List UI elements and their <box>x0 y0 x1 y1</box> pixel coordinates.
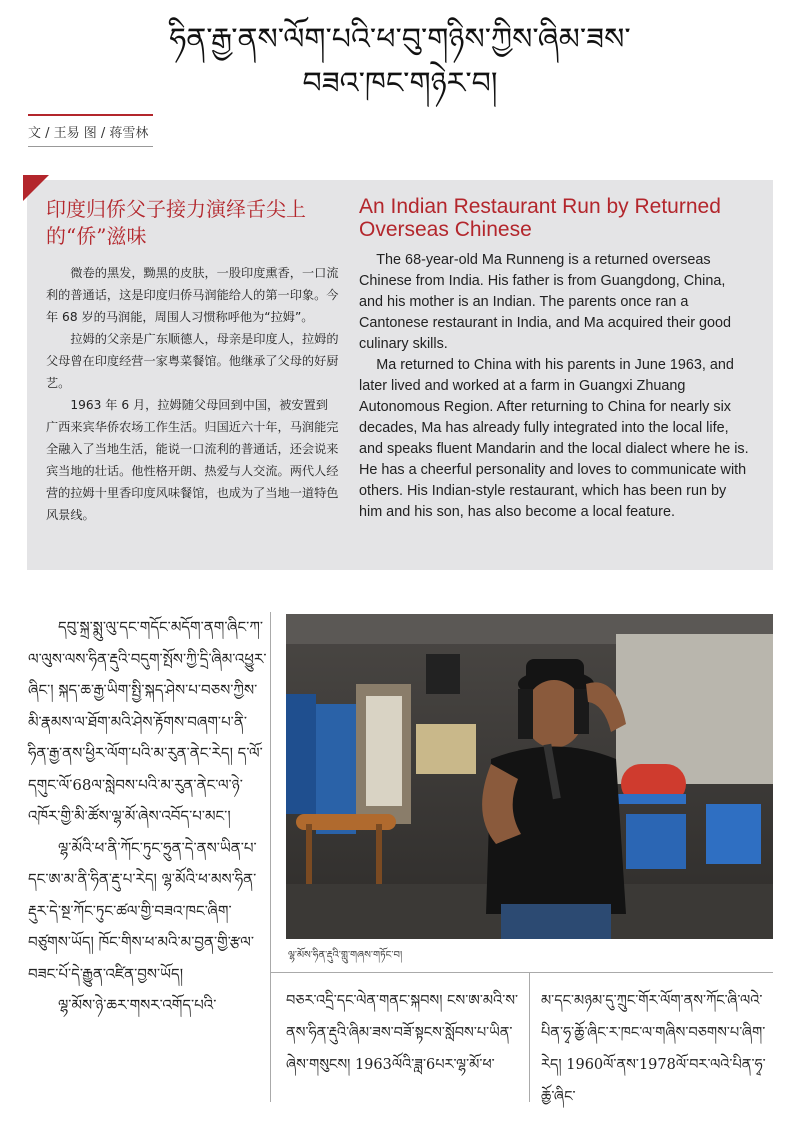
english-headline: An Indian Restaurant Run by Returned Overseas Chinese <box>359 195 721 241</box>
english-summary <box>359 250 749 523</box>
chinese-headline: 印度归侨父子接力演绎舌尖上的“侨”滋味 <box>46 197 306 248</box>
tibetan-column-middle: བཅར་འདྲི་དང་ལེན་གནང་སྐབས། ངས་ཨ་མའི་ས་ནས་ཧིན་རྡུའི་ཞིམ་ཟས་བཟོ་སྟངས་སློབས་པ་ཡིན་ཞེས་གསུངས། 1963ལོའི་ཟླ་6པར་ལྷ་མོ་ཕ་ <box>286 993 519 1073</box>
chinese-paragraph: 拉姆的父亲是广东顺德人，母亲是印度人，拉姆的父母曾在印度经营一家粤菜餐馆。他继承了父母的好厨艺。 <box>46 332 339 390</box>
tibetan-column-right: མ་དང་མཉམ་དུ་ཀྲུང་གོར་ལོག་ནས་ཀོང་ཞི་ལའེ་པིན་ཧྭ་ཆྱོ་ཞིང་ར་ཁང་ལ་གཞིས་བཅགས་པ་ཞིག་རེད། 1960ལོ་ནས་1978ལོ་བར་ལའེ་པིན་ཧྭ་ཆྱོ་ཞིང་ <box>541 993 766 1105</box>
tibetan-paragraph: ལྷ་མོའི་ཕ་ནི་ཀོང་ཏུང་ཧྲུན་དེ་ནས་ཡིན་པ་དང་ཨ་མ་ནི་ཧིན་རྡུ་པ་རེད། ལྷ་མོའི་ཕ་མས་ཧིན་རྡུར་དེ་སྔ་ཀོང་ཏུང་ཚལ་གྱི་བཟའ་ཁང་ཞིག་བཙུགས་ཡོད། ཁོང་གིས་ཕ་མའི་མ་བྱན་གྱི་རྩལ་བཟང་པོ་དེ་རྒྱུན་འཛིན་བྱས་ཡོད། <box>28 838 257 983</box>
row-divider <box>270 972 773 973</box>
photo-caption: ལྷ་མོས་ཧིན་རྡུའི་གླུ་གཞས་གཏོང་བ། <box>288 950 403 961</box>
tibetan-paragraph: དབུ་སྐྲ་སྨུ་ལུ་དང་གདོང་མདོག་ནག་ཞིང་ཀ་ལ་ལུས་ལས་ཧིན་རྡུའི་བདུག་སྤོས་ཀྱི་དྲི་ཞིམ་འཕྱུར་ཞིང་། སྐད་ཆ་རྒྱ་ཡིག་སྤྱི་སྐད་ཤེས་པ་བཅས་ཀྱིས་མི་རྣམས་ལ་ཐོག་མའི་ཤེས་རྟོགས་བཞག་པ་ནི་ཧིན་རྒྱ་ནས་ཕྱིར་ལོག་པའི་མ་རུན་ནེང་རེད། ད་ལོ་དགུང་ལོ་68ལ་སླེབས་པའི་མ་རུན་ནེང་ལ་ཉེ་འཁོར་གྱི་མི་ཚོས་ལྷ་མོ་ཞེས་འབོད་པ་མང་། <box>28 618 267 825</box>
chinese-paragraph: 微卷的黑发，黝黑的皮肤，一股印度熏香，一口流利的普通话，这是印度归侨马润能给人的第一印象。今年 68 岁的马润能，周围人习惯称呼他为“拉姆”。 <box>46 266 339 324</box>
english-paragraph: Ma returned to China with his parents in June 1963, and later lived and worked at a farm in Guangxi Zhuang Autonomous Region. After returning to China for nearly six decades, Ma has already fully integrated into the local life, and speaks fluent Mandarin and the local dialect where he is. He has a cheerful personality and loves to communicate with others. His Indian-style restaurant, which has been run by him and his son, has also become a local feature. <box>359 357 749 520</box>
credit-rule-top <box>28 114 153 116</box>
byline: 文 / 王易 图 / 蒋雪林 <box>28 126 149 141</box>
column-divider <box>270 612 271 1102</box>
title-line-1: ཧིན་རྒྱ་ནས་ལོག་པའི་ཕ་བུ་གཉིས་ཀྱིས་ཞིམ་ཟས་ <box>169 22 631 57</box>
english-paragraph: The 68-year-old Ma Runneng is a returned overseas Chinese from India. His father is from Guangdong, China, and his mother is an Indian. The parents once ran a Cantonese restaurant in India, and Ma acquired their good culinary skills. <box>359 252 731 352</box>
chinese-paragraph: 1963 年 6 月，拉姆随父母回到中国，被安置到广西来宾华侨农场工作生活。归国近六十年，马润能完全融入了当地生活，能说一口流利的普通话，还会说来宾当地的壮话。他性格开朗、热爱与人交流。两代人经营的拉姆十里香印度风味餐馆，也成为了当地一道特色风景线。 <box>46 398 339 522</box>
photo-illustration <box>286 614 773 939</box>
tibetan-paragraph: ལྷ་མོས་ཉེ་ཆར་གསར་འགོད་པའི་ <box>58 996 217 1014</box>
tibetan-column-left <box>28 612 268 1022</box>
column-divider <box>529 972 530 1102</box>
restaurant-photo <box>286 614 773 939</box>
article-title <box>0 18 800 106</box>
chinese-summary <box>46 262 340 526</box>
credit-rule-bottom <box>28 146 153 147</box>
title-line-2: བཟའ་ཁང་གཉེར་བ། <box>302 66 498 101</box>
